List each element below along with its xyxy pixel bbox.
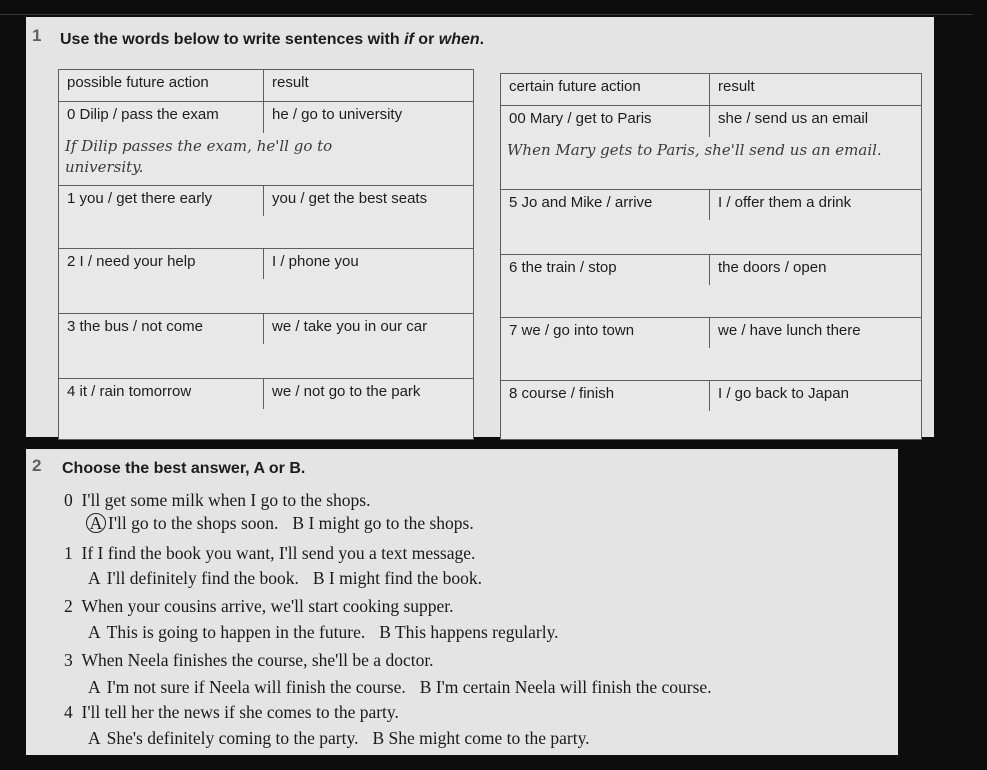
option-b: B I might find the book. — [312, 568, 483, 588]
table-cell: 5 Jo and Mike / arrive — [501, 190, 710, 221]
option-a-label: A — [88, 728, 101, 748]
answer-options — [88, 622, 573, 643]
table-cell: 8 course / finish — [501, 381, 710, 412]
table-cell: we / not go to the park — [264, 379, 474, 410]
option-b: B I might go to the shops. — [292, 513, 474, 533]
table-header: possible future action — [59, 70, 264, 102]
table-cell: we / take you in our car — [264, 314, 474, 345]
answer-space — [501, 285, 922, 318]
question-sentence: 3 When Neela finishes the course, she'll be a doctor. — [64, 650, 434, 670]
table-cell: 1 you / get there early — [59, 186, 264, 217]
table-cell: 6 the train / stop — [501, 255, 710, 286]
exercise-1-panel — [26, 17, 934, 437]
option-a: She's definitely coming to the party. — [106, 728, 359, 748]
example-result: she / send us an email — [710, 106, 922, 138]
example-answer: If Dilip passes the exam, he'll go to university. — [65, 137, 333, 176]
table-cell: 4 it / rain tomorrow — [59, 379, 264, 410]
exercise-1-title: Use the words below to write sentences with if or when. — [60, 31, 485, 48]
answer-options — [88, 728, 604, 749]
table-cell: I / go back to Japan — [710, 381, 922, 412]
table-cell: the doors / open — [710, 255, 922, 286]
exercise-2-panel — [26, 449, 898, 755]
example-answer-cell — [59, 133, 474, 186]
option-b: B She might come to the party. — [372, 728, 590, 748]
answer-space — [59, 344, 474, 379]
table-header: result — [710, 74, 922, 106]
certain-future-table — [500, 73, 922, 440]
answer-space — [59, 216, 474, 249]
question-sentence: 4 I'll tell her the news if she comes to the party. — [64, 702, 399, 722]
option-a: This is going to happen in the future. — [106, 622, 366, 642]
question-sentence: 0 I'll get some milk when I go to the shops. — [64, 490, 371, 510]
example-answer-cell — [501, 137, 922, 190]
option-a: I'll definitely find the book. — [106, 568, 299, 588]
answer-options — [88, 677, 726, 698]
possible-future-table — [58, 69, 474, 440]
option-a: I'll go to the shops soon. — [108, 513, 279, 533]
answer-options — [86, 513, 488, 534]
example-action: 0 Dilip / pass the exam — [59, 102, 264, 134]
option-b: B This happens regularly. — [379, 622, 559, 642]
answer-space — [59, 279, 474, 314]
example-action: 00 Mary / get to Paris — [501, 106, 710, 138]
example-result: he / go to university — [264, 102, 474, 134]
exercise-2-number: 2 — [32, 456, 42, 475]
table-cell: you / get the best seats — [264, 186, 474, 217]
question-sentence: 2 When your cousins arrive, we'll start cooking supper. — [64, 596, 454, 616]
top-divider — [0, 14, 972, 15]
table-cell: 7 we / go into town — [501, 318, 710, 349]
table-cell: 2 I / need your help — [59, 249, 264, 280]
answer-space — [501, 348, 922, 381]
exercise-1-number: 1 — [32, 26, 42, 45]
option-a-label: A — [88, 677, 101, 697]
circled-answer-a: A — [86, 513, 106, 533]
example-answer: When Mary gets to Paris, she'll send us an email. — [507, 141, 882, 159]
table-cell: I / phone you — [264, 249, 474, 280]
option-a-label: A — [88, 568, 101, 588]
answer-space — [59, 409, 474, 440]
answer-space — [501, 411, 922, 440]
question-sentence: 1 If I find the book you want, I'll send you a text message. — [64, 543, 476, 563]
option-b: B I'm certain Neela will finish the course. — [419, 677, 712, 697]
table-cell: 3 the bus / not come — [59, 314, 264, 345]
answer-space — [501, 220, 922, 255]
option-a-label: A — [88, 622, 101, 642]
table-header: result — [264, 70, 474, 102]
answer-options — [88, 568, 496, 589]
exercise-2-title: Choose the best answer, A or B. — [62, 460, 306, 477]
table-header: certain future action — [501, 74, 710, 106]
table-cell: we / have lunch there — [710, 318, 922, 349]
table-cell: I / offer them a drink — [710, 190, 922, 221]
option-a: I'm not sure if Neela will finish the course. — [106, 677, 406, 697]
